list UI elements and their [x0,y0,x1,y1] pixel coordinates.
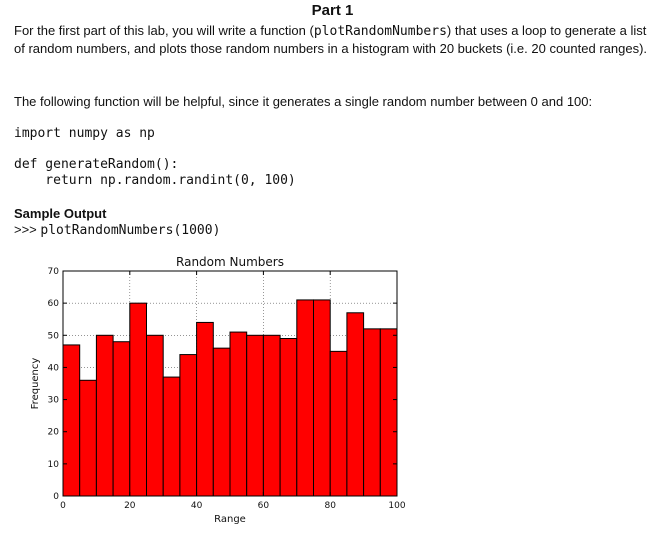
y-tick-label: 20 [47,427,59,438]
histogram-bar [130,303,147,496]
histogram-bar [96,335,113,496]
histogram-bar [314,300,331,496]
y-tick-label: 40 [47,363,59,374]
histogram-bar [163,377,180,496]
histogram-bar [297,300,314,496]
histogram-bar [213,348,230,496]
y-tick-label: 60 [47,299,59,310]
histogram-bar [113,342,130,496]
function-name-code: plotRandomNumbers [313,24,447,39]
page-heading: Part 1 [311,2,354,19]
intro-text-start: For the first part of this lab, you will write a function ( [14,23,314,38]
code-return-line: return np.random.randint(0, 100) [14,173,296,188]
y-tick-label: 10 [47,459,59,470]
histogram-bar [364,329,381,496]
histogram-bars [63,300,397,496]
x-axis-label: Range [214,514,246,525]
y-tick-label: 50 [47,331,59,342]
histogram-bar [80,380,97,496]
x-tick-label: 60 [257,501,270,511]
y-tick-label: 70 [47,267,59,277]
histogram-bar [247,335,264,496]
intro-text-end: ) that uses a loop to generate a list of random numbers, and plots those random numbers in a histogram with 20 buckets (i.e. 20 counted ranges). [14,23,648,56]
histogram-bar [347,313,364,496]
histogram-bar [280,339,297,497]
sample-call-code: plotRandomNumbers(1000) [40,223,221,238]
y-tick-label: 0 [53,492,59,502]
histogram-bar [330,351,347,496]
code-import-line: import numpy as np [14,126,155,141]
x-tick-label: 40 [190,501,203,511]
prompt-symbol: >>> [14,222,41,237]
helper-paragraph: The following function will be helpful, since it generates a single random number between 0 and 100: [14,94,593,109]
chart-title: Random Numbers [176,255,284,269]
x-tick-label: 0 [60,501,66,511]
x-tick-label: 80 [324,501,336,511]
x-tick-label: 100 [388,501,406,511]
code-def-line: def generateRandom(): [14,157,179,172]
sample-output-title: Sample Output [14,206,107,221]
y-axis-label: Frequency [30,357,41,410]
x-tick-label: 20 [124,501,136,511]
histogram-bar [380,329,397,496]
histogram-bar [180,355,197,496]
histogram-bar [230,332,247,496]
histogram-bar [263,335,280,496]
histogram-bar [147,335,164,496]
y-tick-label: 30 [47,395,59,406]
histogram-bar [197,322,214,496]
